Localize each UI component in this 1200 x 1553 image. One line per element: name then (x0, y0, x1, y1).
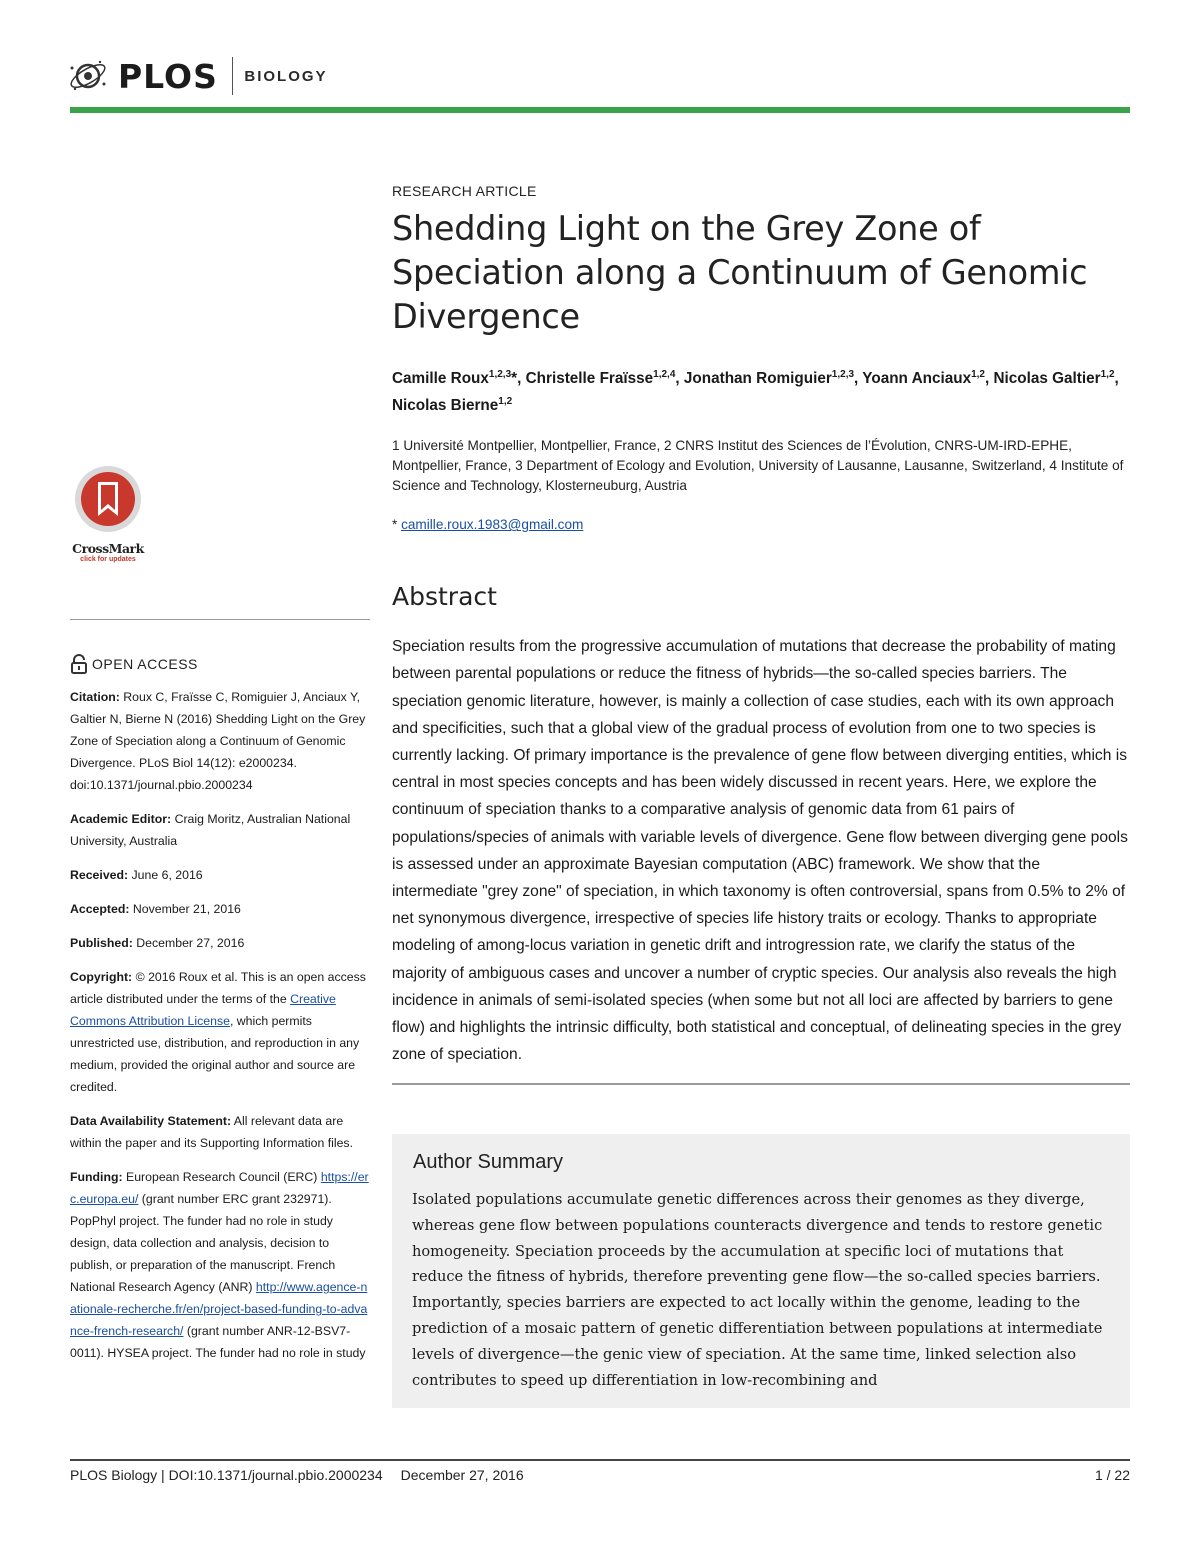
author-separator: , (675, 370, 684, 388)
author-affiliation: 1,2 (1100, 369, 1115, 380)
author-affiliation: 1,2,4 (653, 369, 676, 380)
open-access-badge (70, 654, 198, 674)
plos-globe-icon (66, 56, 112, 96)
summary-text: Isolated populations accumulate genetic differences across their genomes as they diverge, whereas gene flow between populations counteracts divergence and tends to restore genetic homogeneity. Speciation proceeds by the accumulation at specific loci of mutations that reduce the fitness of hybrids, therefore preventing gene flow—the so-called species barriers. Importantly, species barriers are expected to act locally within the genome, leading to the prediction of a mosaic pattern of genetic differentiation between populations at intermediate levels of divergence—the genic view of speciation. At the same time, linked selection also contributes to speed up differentiation in low-recombining and (412, 1191, 1103, 1389)
journal-name: BIOLOGY (244, 67, 328, 85)
anr-link[interactable]: http://www.agence-nationale-recherche.fr/en/project-based-funding-to-advance-french-research/ (70, 1280, 368, 1338)
published-label: Published: (70, 936, 133, 950)
author-name[interactable]: Jonathan Romiguier (683, 370, 832, 388)
header-accent-bar (70, 107, 1130, 113)
editor-text: Craig Moritz, Australian National University, Australia (70, 812, 351, 848)
author-list (392, 363, 1130, 417)
author-affiliation: 1,2 (971, 369, 985, 380)
editor-label: Academic Editor: (70, 812, 172, 826)
plos-brand: PLOS (118, 56, 218, 96)
corresponding-email (392, 517, 1130, 532)
author-affiliation: 1,2,3 (488, 369, 512, 380)
sidebar-divider (70, 619, 370, 620)
accepted-label: Accepted: (70, 902, 130, 916)
received-label: Received: (70, 868, 129, 882)
author-affiliation: 1,2,3 (831, 369, 855, 380)
citation-text: Roux C, Fraïsse C, Romiguier J, Anciaux Y, Galtier N, Bierne N (2016) Shedding Light on the Grey Zone of Speciation along a Continuum of Genomic Divergence. PLoS Biol 14(12): e2000234. doi:10.1371/journal.pbio.2000234 (70, 690, 366, 792)
copyright-text: © 2016 Roux et al. This is an open access article distributed under the terms of the (70, 970, 366, 1006)
author-separator: , (854, 370, 863, 388)
abstract-text: Speciation results from the progressive accumulation of mutations that decrease the probability of mating between parental populations or reduce the fitness of hybrids—the so-called species barriers. The speciation genomic literature, however, is mainly a collection of case studies, each with its own approach and specificities, such that a global view of the gradual process of evolution from one to two species is currently lacking. Of primary importance is the prevalence of gene flow between diverging entities, which is central in most species concepts and has been widely discussed in recent years. Here, we explore the continuum of speciation thanks to a comparative analysis of genomic data from 61 pairs of populations/species of animals with variable levels of divergence. Gene flow between diverging gene pools is assessed under an approximate Bayesian computation (ABC) framework. We show that the intermediate "grey zone" of speciation, in which taxonomy is often controversial, spans from 0.5% to 2% of net synonymous divergence, irrespective of species life history traits or ecology. Thanks to appropriate modeling of among-locus variation in genetic drift and introgression rate, we clarify the status of the majority of ambiguous cases and uncover a number of cryptic species. Our analysis also reveals the high incidence in animals of semi-isolated species (when some but not all loci are affected by barriers to gene flow) and highlights the intrinsic difficulty, both statistical and conceptual, of delineating species in the grey zone of speciation. (392, 638, 1128, 1064)
article-main (392, 183, 1130, 1068)
email-link[interactable]: camille.roux.1983@gmail.com (401, 517, 584, 533)
crossmark-icon (66, 464, 150, 534)
published-date: December 27, 2016 (136, 936, 245, 950)
open-lock-icon (70, 654, 88, 674)
author-separator: , (984, 370, 994, 388)
license-link[interactable]: Creative Commons Attribution License (70, 992, 336, 1028)
crossmark-sublabel: click for updates (80, 556, 136, 563)
copyright-label: Copyright: (70, 970, 133, 984)
email-marker: * (392, 517, 398, 533)
footer-date: December 27, 2016 (400, 1467, 524, 1483)
author-name[interactable]: Nicolas Bierne (392, 397, 499, 415)
author-summary-box (392, 1134, 1130, 1408)
article-metadata (70, 686, 372, 1376)
crossmark-label: CrossMark (72, 541, 144, 556)
published-block (70, 932, 372, 954)
funding-text-end: (grant number ANR-12-BSV7- 0011). HYSEA project. The funder had no role in study (70, 1324, 366, 1360)
author-name[interactable]: Christelle Fraïsse (525, 370, 654, 388)
received-block (70, 864, 372, 886)
article-type: RESEARCH ARTICLE (392, 183, 537, 199)
accepted-date: November 21, 2016 (132, 902, 241, 916)
copyright-text-cont: , which permits unrestricted use, distribution, and reproduction in any medium, provided the original author and source are credited. (70, 1014, 360, 1094)
footer-citation: PLOS Biology | DOI:10.1371/journal.pbio.2000234 (70, 1467, 383, 1483)
data-availability-block (70, 1110, 372, 1154)
data-availability-label: Data Availability Statement: (70, 1114, 232, 1128)
funding-text: European Research Council (ERC) (126, 1170, 318, 1184)
footer-citation-group (70, 1467, 524, 1483)
citation-block (70, 686, 372, 796)
editor-block (70, 808, 372, 852)
received-date: June 6, 2016 (131, 868, 203, 882)
funding-text-cont: (grant number ERC grant 232971). PopPhyl project. The funder had no role in study design, data collection and analysis, decision to publish, or preparation of the manuscript. French National Research Agency (ANR) (70, 1192, 336, 1294)
footer-divider (70, 1459, 1130, 1461)
author-name[interactable]: Nicolas Galtier (993, 370, 1101, 388)
crossmark-badge[interactable] (66, 464, 150, 563)
erc-link[interactable]: https://erc.europa.eu/ (70, 1170, 369, 1206)
author-separator: , (1114, 370, 1119, 388)
author-name[interactable]: Yoann Anciaux (862, 370, 972, 388)
citation-label: Citation: (70, 690, 120, 704)
funding-label: Funding: (70, 1170, 123, 1184)
abstract-divider (392, 1083, 1130, 1085)
summary-heading: Author Summary (413, 1151, 564, 1173)
data-availability-text: All relevant data are within the paper and its Supporting Information files. (70, 1114, 353, 1150)
author-separator: *, (511, 370, 526, 388)
article-title: Shedding Light on the Grey Zone of Speciation along a Continuum of Genomic Divergence (392, 209, 1088, 336)
logo-divider (232, 57, 234, 95)
funding-block (70, 1166, 372, 1364)
author-affiliation: 1,2 (498, 396, 513, 408)
plos-logo[interactable] (66, 54, 328, 98)
page-number: 1 / 22 (1094, 1467, 1130, 1483)
author-name[interactable]: Camille Roux (392, 370, 489, 388)
copyright-block (70, 966, 372, 1098)
affiliations: 1 Université Montpellier, Montpellier, France, 2 CNRS Institut des Sciences de l’Évolution, CNRS-UM-IRD-EPHE, Montpellier, France, 3 Department of Ecology and Evolution, University of Lausanne, Lausanne, Switzerland, 4 Institute of Science and Technology, Klosterneuburg, Austria (392, 438, 1124, 494)
abstract-heading: Abstract (392, 582, 497, 612)
accepted-block (70, 898, 372, 920)
open-access-label: OPEN ACCESS (92, 656, 198, 672)
